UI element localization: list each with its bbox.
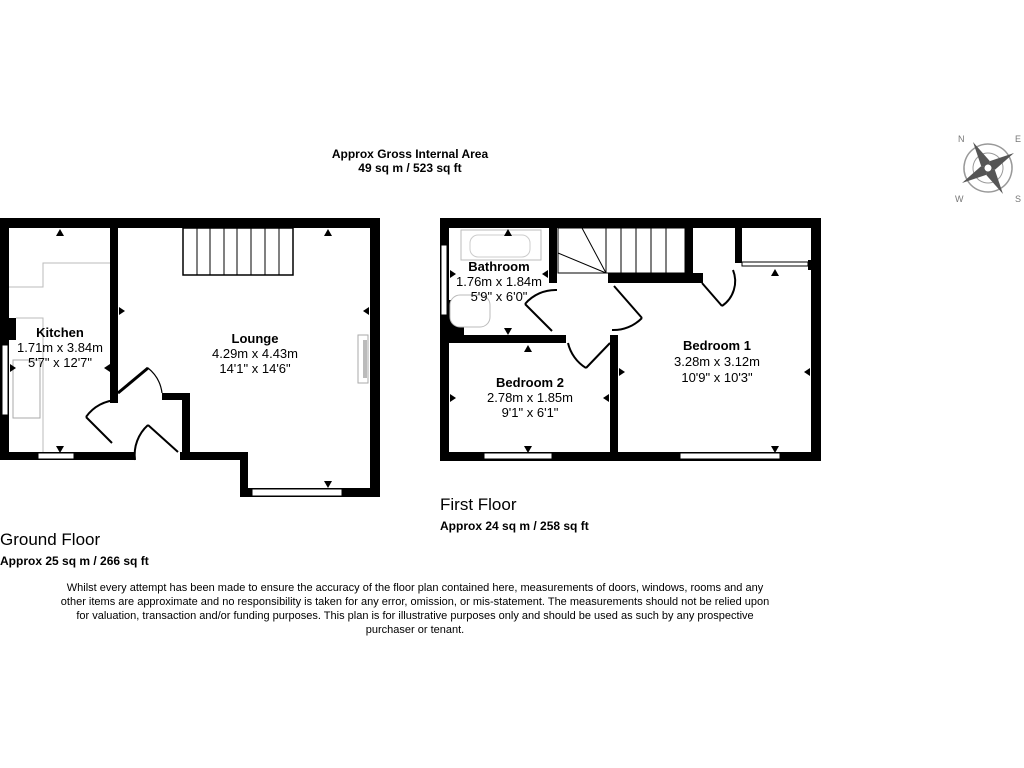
first-floor-label: [440, 495, 589, 533]
wall: [811, 218, 821, 461]
bedroom1-imperial: 10'9" x 10'3": [681, 370, 753, 385]
wall: [182, 393, 190, 458]
window: [252, 489, 342, 496]
compass-n: N: [958, 134, 965, 144]
bedroom2-name: Bedroom 2: [496, 375, 564, 390]
window: [484, 453, 552, 459]
wall: [549, 228, 557, 283]
bedroom2-metric: 2.78m x 1.85m: [487, 390, 573, 405]
lounge-imperial: 14'1" x 14'6": [219, 361, 291, 376]
wall: [610, 335, 618, 460]
wall: [180, 452, 248, 460]
door-icon: [525, 290, 557, 331]
door-icon: [135, 425, 178, 460]
door-icon: [86, 400, 118, 443]
ground-floor-plan: [0, 218, 380, 497]
window: [38, 453, 74, 459]
bathroom-metric: 1.76m x 1.84m: [456, 274, 542, 289]
ground-floor-label: [0, 530, 149, 568]
ground-floor-name: Ground Floor: [0, 530, 101, 549]
door-icon: [568, 343, 610, 368]
disclaimer: Whilst every attempt has been made to ensure the accuracy of the floor plan contained here, measurements of doors, windows, rooms and any other items are approximate and no responsibility is taken for any error, omission, or mis-statement. The measurements should not be relied upon for valuation, transaction and/or funding purposes. This plan is for illustrative purposes only and should be used as such by any prospective purchaser or tenant.: [60, 582, 770, 636]
lounge-name: Lounge: [231, 331, 279, 346]
window: [441, 245, 447, 315]
door-icon: [702, 270, 735, 306]
sliding-door: [742, 262, 808, 266]
wall: [735, 228, 742, 263]
bathroom-imperial: 5'9" x 6'0": [470, 289, 528, 304]
first-floor-name: First Floor: [440, 495, 517, 514]
kitchen-imperial: 5'7" x 12'7": [27, 355, 93, 370]
compass-w: W: [955, 194, 964, 204]
bedroom1-name: Bedroom 1: [683, 338, 751, 353]
wall: [0, 318, 16, 340]
bedroom1-metric: 3.28m x 3.12m: [674, 354, 760, 369]
wall: [162, 393, 190, 400]
wall: [0, 218, 380, 228]
gross-area-value: 49 sq m / 523 sq ft: [358, 161, 462, 175]
bedroom2-imperial: 9'1" x 6'1": [501, 405, 559, 420]
first-floor-area: Approx 24 sq m / 258 sq ft: [440, 519, 589, 533]
first-floor-plan: [440, 218, 821, 461]
bathroom-name: Bathroom: [468, 259, 530, 274]
window: [2, 345, 8, 415]
compass-s: S: [1015, 194, 1022, 204]
kitchen-metric: 1.71m x 3.84m: [17, 340, 103, 355]
door-icon: [612, 286, 642, 330]
staircase: [183, 228, 293, 275]
compass-e: E: [1015, 134, 1022, 144]
wall: [440, 218, 821, 228]
gross-area-title: Approx Gross Internal Area: [331, 147, 489, 161]
ground-floor-area: Approx 25 sq m / 266 sq ft: [0, 554, 149, 568]
lounge-metric: 4.29m x 4.43m: [212, 346, 298, 361]
kitchen-name: Kitchen: [36, 325, 84, 340]
wall: [110, 228, 118, 403]
wall: [370, 218, 380, 497]
wall: [685, 228, 693, 283]
window: [680, 453, 780, 459]
